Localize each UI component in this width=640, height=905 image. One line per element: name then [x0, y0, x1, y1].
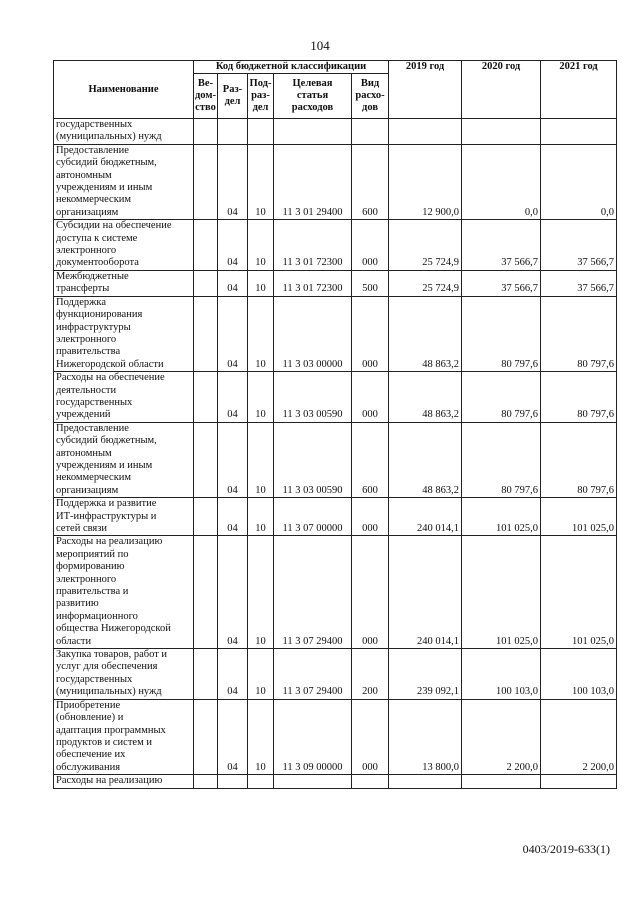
row-2021: 80 797,6 [541, 372, 617, 423]
row-2021: 101 025,0 [541, 498, 617, 536]
row-2019: 25 724,9 [389, 270, 462, 296]
row-razdel: 04 [218, 498, 248, 536]
header-2020: 2020 год [462, 61, 541, 119]
row-celevaya [274, 775, 352, 788]
row-podrazdel: 10 [248, 220, 274, 271]
row-vid: 000 [352, 220, 389, 271]
row-ved [194, 422, 218, 497]
row-celevaya: 11 3 03 00590 [274, 422, 352, 497]
row-2020: 2 200,0 [462, 699, 541, 774]
header-code-group: Код бюджетной классификации [194, 61, 389, 74]
row-ved [194, 498, 218, 536]
row-vid: 500 [352, 270, 389, 296]
row-razdel [218, 775, 248, 788]
row-celevaya: 11 3 01 29400 [274, 144, 352, 219]
row-name: Поддержка и развитие ИТ-инфраструктуры и сетей связи [54, 498, 194, 536]
row-2020: 101 025,0 [462, 498, 541, 536]
table-row [54, 699, 617, 774]
budget-table [53, 60, 617, 789]
document-code: 0403/2019-633(1) [522, 842, 610, 856]
row-ved [194, 270, 218, 296]
row-2020 [462, 119, 541, 145]
row-name: Предоставление субсидий бюджетным, автономным учреждениям и иным некоммерческим организациям [54, 144, 194, 219]
row-celevaya: 11 3 09 00000 [274, 699, 352, 774]
row-celevaya: 11 3 07 29400 [274, 649, 352, 700]
row-2021: 37 566,7 [541, 220, 617, 271]
table-row [54, 296, 617, 371]
row-2020: 100 103,0 [462, 649, 541, 700]
row-ved [194, 220, 218, 271]
row-2021 [541, 119, 617, 145]
row-vid: 000 [352, 498, 389, 536]
header-celevaya: Целевая статья расходов [274, 74, 352, 119]
row-vid: 600 [352, 144, 389, 219]
table-row [54, 220, 617, 271]
header-2021: 2021 год [541, 61, 617, 119]
table-row [54, 498, 617, 536]
row-podrazdel: 10 [248, 536, 274, 649]
header-name: Наименование [54, 61, 194, 119]
row-ved [194, 699, 218, 774]
row-2021: 100 103,0 [541, 649, 617, 700]
row-vid: 000 [352, 536, 389, 649]
row-name: Межбюджетные трансферты [54, 270, 194, 296]
row-name: государственных (муниципальных) нужд [54, 119, 194, 145]
row-2021 [541, 775, 617, 788]
table-row [54, 270, 617, 296]
row-vid: 200 [352, 649, 389, 700]
row-name: Расходы на реализацию мероприятий по формированию электронного правительства и развитию информационного общества Нижегородской области [54, 536, 194, 649]
row-podrazdel: 10 [248, 144, 274, 219]
row-razdel: 04 [218, 220, 248, 271]
table-row [54, 422, 617, 497]
row-2021: 37 566,7 [541, 270, 617, 296]
row-ved [194, 144, 218, 219]
page-number: 104 [310, 38, 330, 53]
row-celevaya [274, 119, 352, 145]
row-name: Субсидии на обеспечение доступа к системе электронного документооборота [54, 220, 194, 271]
row-podrazdel: 10 [248, 422, 274, 497]
row-2019: 25 724,9 [389, 220, 462, 271]
row-ved [194, 649, 218, 700]
row-vid: 000 [352, 372, 389, 423]
row-podrazdel: 10 [248, 649, 274, 700]
row-podrazdel: 10 [248, 296, 274, 371]
row-razdel [218, 119, 248, 145]
row-2019: 13 800,0 [389, 699, 462, 774]
row-ved [194, 119, 218, 145]
row-2021: 101 025,0 [541, 536, 617, 649]
row-ved [194, 775, 218, 788]
row-razdel: 04 [218, 649, 248, 700]
row-vid [352, 119, 389, 145]
row-name: Расходы на обеспечение деятельности государственных учреждений [54, 372, 194, 423]
header-2019: 2019 год [389, 61, 462, 119]
row-2020: 37 566,7 [462, 270, 541, 296]
row-podrazdel: 10 [248, 699, 274, 774]
table-row [54, 144, 617, 219]
row-2019 [389, 119, 462, 145]
row-name: Расходы на реализацию [54, 775, 194, 788]
row-2019: 48 863,2 [389, 422, 462, 497]
row-ved [194, 372, 218, 423]
row-razdel: 04 [218, 270, 248, 296]
row-2021: 2 200,0 [541, 699, 617, 774]
row-celevaya: 11 3 03 00000 [274, 296, 352, 371]
row-2020: 80 797,6 [462, 372, 541, 423]
row-celevaya: 11 3 07 29400 [274, 536, 352, 649]
row-2019: 12 900,0 [389, 144, 462, 219]
row-name: Поддержка функционирования инфраструктуры электронного правительства Нижегородской области [54, 296, 194, 371]
row-vid [352, 775, 389, 788]
row-razdel: 04 [218, 536, 248, 649]
row-2020: 80 797,6 [462, 422, 541, 497]
row-razdel: 04 [218, 372, 248, 423]
row-podrazdel: 10 [248, 270, 274, 296]
row-podrazdel: 10 [248, 372, 274, 423]
row-2020: 80 797,6 [462, 296, 541, 371]
row-razdel: 04 [218, 699, 248, 774]
row-name: Приобретение (обновление) и адаптация программных продуктов и систем и обеспечение их обслуживания [54, 699, 194, 774]
row-podrazdel [248, 119, 274, 145]
row-2020: 0,0 [462, 144, 541, 219]
row-2019: 48 863,2 [389, 296, 462, 371]
row-vid: 000 [352, 296, 389, 371]
table-row [54, 649, 617, 700]
row-2019 [389, 775, 462, 788]
row-2019: 240 014,1 [389, 498, 462, 536]
row-2020 [462, 775, 541, 788]
header-podrazdel: Под- раз- дел [248, 74, 274, 119]
row-2019: 48 863,2 [389, 372, 462, 423]
row-celevaya: 11 3 03 00590 [274, 372, 352, 423]
row-podrazdel: 10 [248, 498, 274, 536]
row-2019: 239 092,1 [389, 649, 462, 700]
row-name: Закупка товаров, работ и услуг для обеспечения государственных (муниципальных) нужд [54, 649, 194, 700]
header-razdel: Раз- дел [218, 74, 248, 119]
table-row [54, 372, 617, 423]
row-ved [194, 536, 218, 649]
table-row [54, 536, 617, 649]
row-celevaya: 11 3 01 72300 [274, 270, 352, 296]
header-vedomstvo: Ве- дом- ство [194, 74, 218, 119]
row-2021: 0,0 [541, 144, 617, 219]
row-2021: 80 797,6 [541, 296, 617, 371]
row-2020: 101 025,0 [462, 536, 541, 649]
row-razdel: 04 [218, 144, 248, 219]
table-row [54, 775, 617, 788]
row-2021: 80 797,6 [541, 422, 617, 497]
row-celevaya: 11 3 01 72300 [274, 220, 352, 271]
row-ved [194, 296, 218, 371]
row-2019: 240 014,1 [389, 536, 462, 649]
row-vid: 600 [352, 422, 389, 497]
row-celevaya: 11 3 07 00000 [274, 498, 352, 536]
header-vid: Вид расхо- дов [352, 74, 389, 119]
row-razdel: 04 [218, 422, 248, 497]
row-razdel: 04 [218, 296, 248, 371]
row-2020: 37 566,7 [462, 220, 541, 271]
row-name: Предоставление субсидий бюджетным, автономным учреждениям и иным некоммерческим организациям [54, 422, 194, 497]
row-podrazdel [248, 775, 274, 788]
table-row [54, 119, 617, 145]
row-vid: 000 [352, 699, 389, 774]
